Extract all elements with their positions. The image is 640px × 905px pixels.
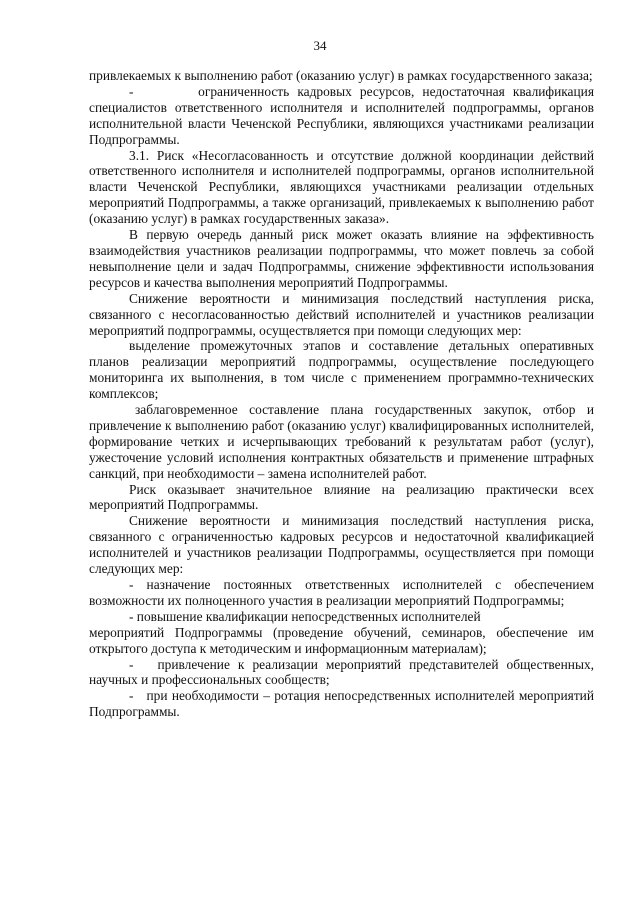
paragraph: Риск оказывает значительное влияние на реализацию практически всех мероприятий Подпрограммы. xyxy=(89,481,594,513)
paragraph: заблаговременное составление плана государственных закупок, отбор и привлечение к выполнению работ (оказанию услуг) квалифицированных исполнителей, формирование четких и исчерпывающих требований к результатам работ (услуг), ужесточение условий исполнения контрактных обязательств и применение штрафных санкций, при необходимости – замена исполнителей работ. xyxy=(89,402,594,481)
paragraph: Снижение вероятности и минимизация последствий наступления риска, связанного с несогласованностью действий исполнителей и участников реализации мероприятий подпрограммы, осуществляется при помощи следующих мер: xyxy=(89,290,594,338)
paragraph: привлекаемых к выполнению работ (оказанию услуг) в рамках государственного заказа; xyxy=(89,68,593,83)
page-number: 34 xyxy=(313,38,327,53)
paragraph: - привлечение к реализации мероприятий представителей общественных, научных и профессиональных сообществ; xyxy=(89,656,594,688)
paragraph: - назначение постоянных ответственных исполнителей с обеспечением возможности их полноценного участия в реализации мероприятий Подпрограммы; xyxy=(89,577,594,608)
paragraph: Снижение вероятности и минимизация последствий наступления риска, связанного с ограниченностью кадровых ресурсов и недостаточной квалификацией исполнителей и участников реализации Подпрограммы, осуществляется при помощи следующих мер: xyxy=(89,513,594,577)
paragraph: выделение промежуточных этапов и составление детальных оперативных планов реализации мероприятий подпрограммы, осуществление последующего мониторинга их выполнения, в том числе с применением программно-технических комплексов; xyxy=(89,338,594,402)
paragraph: 3.1. Риск «Несогласованность и отсутствие должной координации действий ответственного исполнителя и исполнителей подпрограммы, органов исполнительной власти Чеченской Республики, являющихся участниками реализации отдельных мероприятий Подпрограммы, а также организаций, привлекаемых к выполнению работ (оказанию услуг) в рамках государственных заказа». xyxy=(89,147,594,227)
document-body xyxy=(89,68,594,720)
paragraph: - ограниченность кадровых ресурсов, недостаточная квалификация специалистов ответственного исполнителя и исполнителей подпрограммы, органов исполнительной власти Чеченской Республики, являющихся участниками реализации Подпрограммы. xyxy=(89,83,594,147)
paragraph: - при необходимости – ротация непосредственных исполнителей мероприятий Подпрограммы. xyxy=(89,688,594,720)
paragraph: В первую очередь данный риск может оказать влияние на эффективность взаимодействия участников реализации подпрограммы, что может повлечь за собой невыполнение цели и задач Подпрограммы, снижение эффективности использования ресурсов и качества выполнения мероприятий Подпрограммы. xyxy=(89,227,594,290)
paragraph: мероприятий Подпрограммы (проведение обучений, семинаров, обеспечение им открытого доступа к методическим и информационным материалам); xyxy=(89,624,594,656)
paragraph: - повышение квалификации непосредственных исполнителей xyxy=(129,608,481,624)
